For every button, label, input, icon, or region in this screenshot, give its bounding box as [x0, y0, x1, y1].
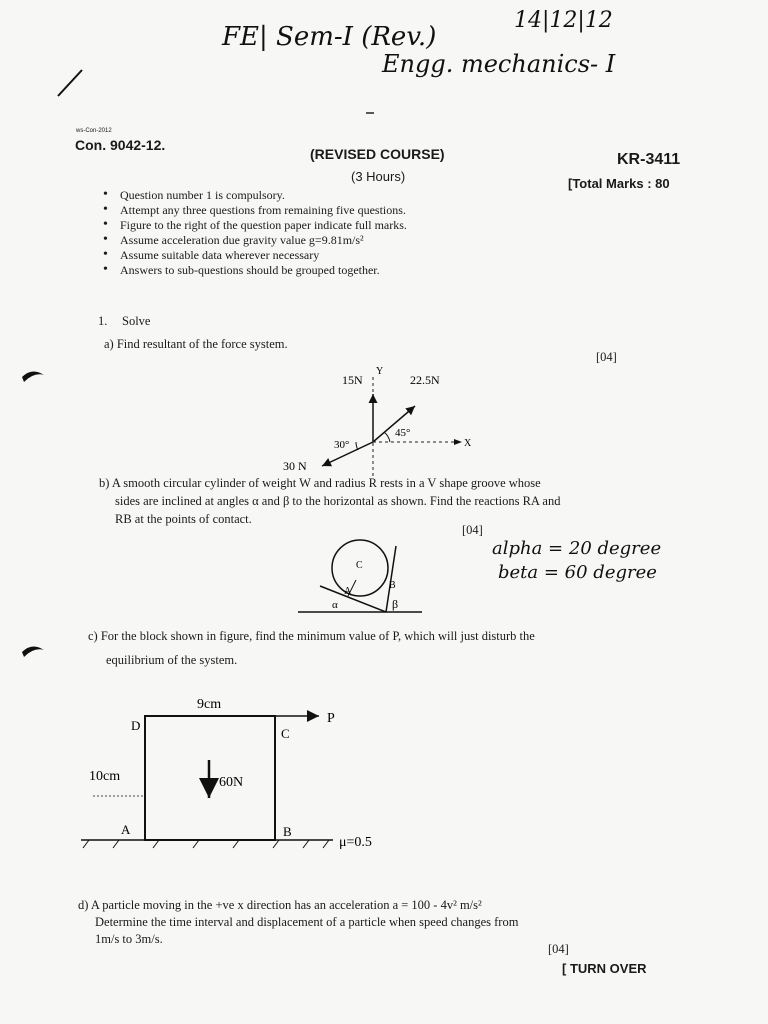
label-p: P: [327, 711, 335, 726]
force-system-diagram: [280, 366, 480, 476]
part-c-text-line2: equilibrium of the system.: [106, 653, 238, 667]
part-b-text-line3: RB at the points of contact.: [115, 512, 252, 526]
label-9cm: 9cm: [197, 697, 222, 712]
block-diagram: [75, 690, 405, 860]
label-a: A: [344, 586, 352, 597]
label-45-degree: 45°: [395, 427, 411, 439]
label-60n: 60N: [219, 775, 244, 790]
ground-hatching: [83, 840, 329, 848]
part-d-text-line1: d) A particle moving in the +ve x direction has an acceleration a = 100 - 4v² m/s²: [78, 898, 482, 912]
course-title: (REVISED COURSE): [310, 146, 445, 162]
label-c-corner: C: [281, 726, 290, 741]
paper-code: KR-3411: [617, 151, 681, 168]
label-x-axis: X: [464, 438, 472, 449]
turn-over: [ TURN OVER: [562, 961, 647, 976]
handwritten-beta-note: beta = 60 degree: [498, 562, 657, 583]
question-number: 1.: [98, 314, 108, 328]
label-mu: μ=0.5: [339, 835, 372, 850]
part-a-marks: [04]: [596, 350, 617, 364]
handwritten-date: 14|12|12: [514, 8, 613, 33]
con-number: Con. 9042-12.: [75, 137, 166, 153]
total-marks: [Total Marks : 80: [568, 176, 670, 191]
hole-punch-mark-1: [22, 371, 44, 382]
angle-arc-30: [356, 442, 358, 450]
pen-stroke-mark: [58, 70, 82, 96]
part-d-text-line3: 1m/s to 3m/s.: [95, 932, 163, 946]
part-d-text-line2: Determine the time interval and displacement of a particle when speed changes from: [95, 915, 519, 929]
part-b-marks: [04]: [462, 523, 483, 537]
label-c: C: [356, 560, 363, 571]
label-30n: 30 N: [283, 459, 307, 473]
label-b: B: [389, 580, 396, 591]
small-code: ws-Con-2012: [76, 128, 112, 134]
part-d-marks: [04]: [548, 942, 569, 956]
left-incline: [320, 586, 386, 612]
label-y-axis: Y: [376, 366, 384, 377]
x-axis-arrowhead: [454, 439, 462, 445]
label-d: D: [131, 718, 141, 733]
label-alpha: α: [332, 599, 338, 611]
instruction-item: • Assume acceleration due gravity value g=9.81m/s²: [100, 233, 500, 248]
hole-punch-mark-2: [22, 646, 44, 657]
label-beta: β: [392, 597, 399, 611]
instruction-item: • Figure to the right of the question paper indicate full marks.: [100, 218, 500, 233]
instruction-item: • Attempt any three questions from remaining five questions.: [100, 203, 500, 218]
label-22-5n: 22.5N: [410, 373, 440, 387]
instruction-item: • Answers to sub-questions should be grouped together.: [100, 263, 500, 278]
instruction-item: • Question number 1 is compulsory.: [100, 188, 500, 203]
part-b-text-line2: sides are inclined at angles α and β to the horizontal as shown. Find the reactions RA and: [115, 494, 561, 508]
instruction-item: • Assume suitable data wherever necessary: [100, 248, 500, 263]
label-a-corner: A: [121, 822, 131, 837]
handwritten-subject: Engg. mechanics- I: [382, 50, 616, 78]
label-15n: 15N: [342, 373, 363, 387]
part-b-text-line1: b) A smooth circular cylinder of weight W and radius R rests in a V shape groove whose: [99, 476, 541, 490]
instructions-list: [100, 188, 500, 278]
label-30-degree: 30°: [334, 439, 350, 451]
angle-arc-45: [384, 432, 390, 442]
duration: (3 Hours): [351, 169, 406, 184]
handwritten-header: FE| Sem-I (Rev.): [222, 22, 437, 52]
part-c-text-line1: c) For the block shown in figure, find the minimum value of P, which will just disturb the: [88, 629, 535, 643]
v-groove-diagram: [290, 538, 430, 618]
handwritten-alpha-note: alpha = 20 degree: [492, 538, 662, 559]
label-10cm: 10cm: [89, 769, 121, 784]
question-solve: Solve: [122, 314, 151, 328]
part-a-text: a) Find resultant of the force system.: [104, 337, 288, 351]
label-b-corner: B: [283, 824, 292, 839]
